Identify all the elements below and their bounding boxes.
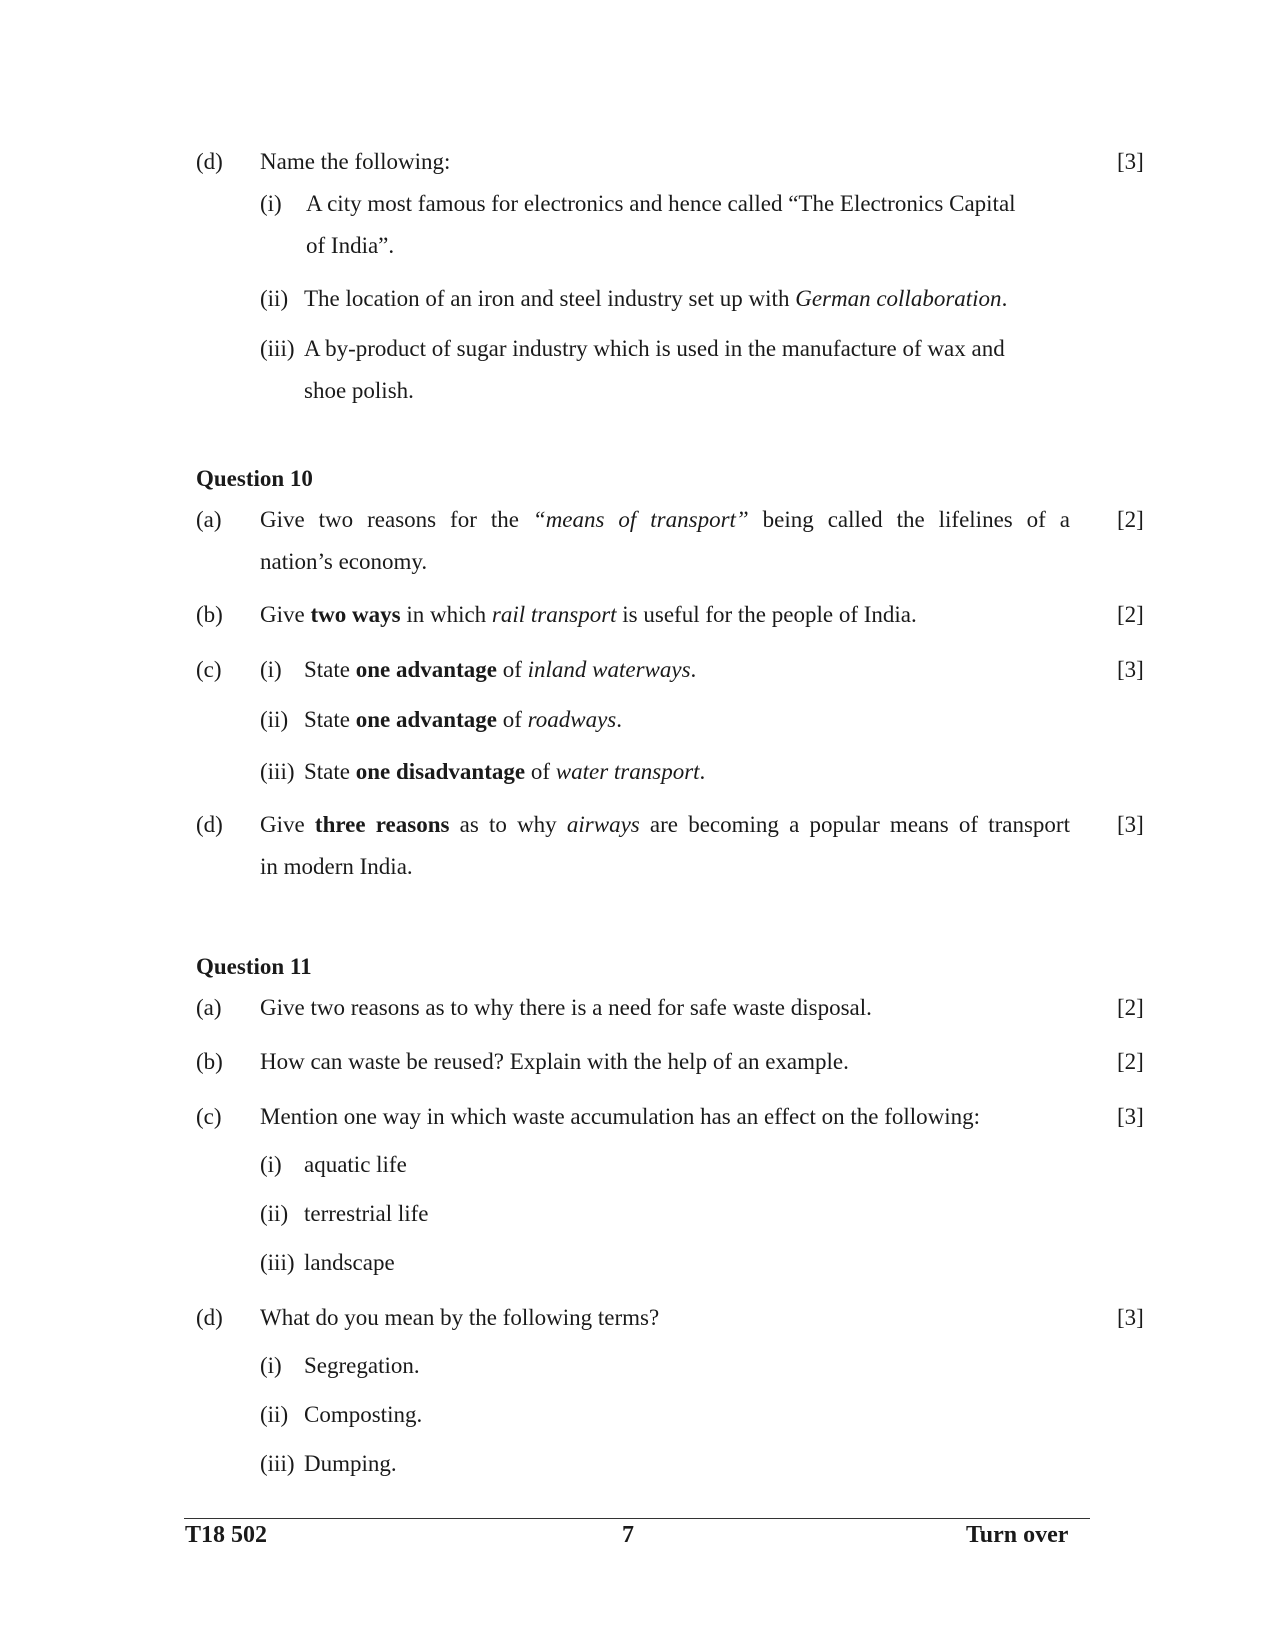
part-text: Give two ways in which rail transport is useful for the people of India. <box>260 602 917 627</box>
part-text-continued: nation’s economy. <box>260 549 428 574</box>
item-number: (i) <box>260 1353 282 1378</box>
part-label: (b) <box>196 1049 223 1074</box>
item-text-continued: shoe polish. <box>304 378 414 403</box>
item-text: Composting. <box>304 1402 423 1427</box>
item-text-continued: of India”. <box>306 233 395 258</box>
footer-divider <box>184 1518 1090 1519</box>
page-number: 7 <box>622 1522 634 1548</box>
item-number: (iii) <box>260 336 295 361</box>
part-label: (c) <box>196 657 222 682</box>
part-text: Give two reasons as to why there is a need for safe waste disposal. <box>260 995 872 1020</box>
turn-over-label: Turn over <box>966 1522 1069 1548</box>
part-text: Give two reasons for the “means of transport” being called the lifelines of a <box>260 507 1071 532</box>
marks: [2] <box>1117 507 1144 532</box>
item-text: landscape <box>304 1250 395 1275</box>
item-text: State one disadvantage of water transport. <box>304 759 706 784</box>
item-number: (ii) <box>260 1402 289 1427</box>
item-number: (i) <box>260 191 282 216</box>
item-number: (ii) <box>260 1201 289 1226</box>
item-text: Dumping. <box>304 1451 397 1476</box>
marks: [3] <box>1117 1305 1144 1330</box>
part-label: (c) <box>196 1104 222 1129</box>
part-text: Mention one way in which waste accumulation has an effect on the following: <box>260 1104 981 1129</box>
item-number: (iii) <box>260 1451 295 1476</box>
question-heading: Question 11 <box>196 954 312 979</box>
item-text: State one advantage of roadways. <box>304 707 622 732</box>
item-number: (iii) <box>260 759 295 784</box>
part-text: Give three reasons as to why airways are becoming a popular means of transport <box>260 812 1070 837</box>
item-text: terrestrial life <box>304 1201 429 1226</box>
item-text: A city most famous for electronics and hence called “The Electronics Capital <box>306 191 1016 216</box>
marks: [3] <box>1117 812 1144 837</box>
part-label: (d) <box>196 812 223 837</box>
part-text: Name the following: <box>260 149 451 174</box>
part-label: (b) <box>196 602 223 627</box>
item-number: (i) <box>260 1152 282 1177</box>
paper-code: T18 502 <box>185 1522 268 1548</box>
part-label: (a) <box>196 995 222 1020</box>
item-number: (iii) <box>260 1250 295 1275</box>
item-text: The location of an iron and steel industry set up with German collaboration. <box>304 286 1008 311</box>
item-text: aquatic life <box>304 1152 407 1177</box>
item-text: Segregation. <box>304 1353 420 1378</box>
marks: [2] <box>1117 995 1144 1020</box>
marks: [3] <box>1117 149 1144 174</box>
part-text-continued: in modern India. <box>260 854 413 879</box>
part-text: How can waste be reused? Explain with the help of an example. <box>260 1049 849 1074</box>
part-label: (d) <box>196 149 223 174</box>
item-number: (ii) <box>260 707 289 732</box>
item-number: (ii) <box>260 286 289 311</box>
part-label: (d) <box>196 1305 223 1330</box>
part-label: (a) <box>196 507 222 532</box>
marks: [2] <box>1117 602 1144 627</box>
question-heading: Question 10 <box>196 466 313 491</box>
part-text: What do you mean by the following terms? <box>260 1305 660 1330</box>
item-number: (i) <box>260 657 282 682</box>
marks: [2] <box>1117 1049 1144 1074</box>
item-text: State one advantage of inland waterways. <box>304 657 697 682</box>
item-text: A by-product of sugar industry which is used in the manufacture of wax and <box>304 336 1005 361</box>
marks: [3] <box>1117 657 1144 682</box>
marks: [3] <box>1117 1104 1144 1129</box>
